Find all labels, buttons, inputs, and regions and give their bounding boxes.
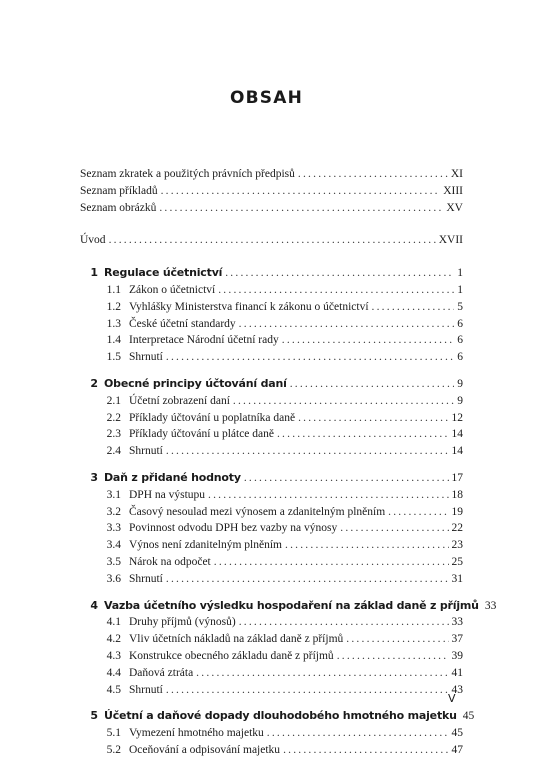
toc-section-entry[interactable] [80,682,463,699]
toc-section-entry[interactable] [80,571,463,588]
toc-section-entry[interactable] [80,393,463,410]
spacer [80,698,463,708]
toc-section-entry[interactable] [80,410,463,427]
toc-section-entry[interactable] [80,443,463,460]
chapter-number: 3 [90,470,98,484]
section-title: DPH na výstupu [129,488,206,501]
toc-section-entry[interactable] [80,316,463,333]
section-number: 1.3 [106,317,121,330]
toc-entry-page: XIII [443,184,463,197]
dot-leader [285,537,449,554]
chapter-page: 33 [484,599,497,612]
section-title: Oceňování a odpisování majetku [129,743,281,756]
toc-entry-title: Seznam zkratek a použitých právních předpisů [80,168,295,180]
dot-leader [283,742,448,759]
dot-leader [346,631,448,648]
section-page: 1 [457,283,463,296]
chapter-page: 45 [462,710,475,723]
section-page: 22 [451,522,463,535]
chapter-page: 9 [457,377,463,390]
section-page: 41 [451,666,463,679]
section-title: Interpretace Národní účetní rady [129,334,279,347]
spacer [80,460,463,470]
section-number: 3.6 [106,572,121,585]
dot-leader [161,183,441,200]
section-number: 3.1 [106,488,121,501]
section-title: České účetní standardy [129,317,236,330]
section-number: 3.4 [106,539,121,552]
section-page: 45 [451,727,463,740]
toc-front-entry[interactable] [80,166,463,183]
toc-chapter-entry[interactable] [80,708,475,725]
dot-leader [298,410,448,427]
chapter-number: 2 [90,376,98,390]
section-number: 3.5 [106,555,121,568]
dot-leader [290,376,455,393]
table-of-contents [80,166,497,759]
toc-entry-page: XVII [438,234,463,247]
toc-section-entry[interactable] [80,299,463,316]
toc-entry-title: Seznam obrázků [80,201,157,214]
dot-leader [337,648,449,665]
toc-entry-title: Úvod [80,234,106,247]
dot-leader [277,426,449,443]
toc-chapter-entry[interactable] [80,470,463,487]
toc-section-entry[interactable] [80,648,463,665]
toc-section-entry[interactable] [80,742,463,759]
section-number: 3.3 [106,522,121,535]
dot-leader [196,665,448,682]
toc-section-entry[interactable] [80,282,463,299]
section-page: 5 [457,300,463,313]
dot-leader [282,332,455,349]
section-page: 33 [451,616,463,629]
chapter-title: Vazba účetního výsledku hospodaření na základ daně z příjmů [104,598,479,612]
section-title: Shrnutí [129,572,163,585]
toc-section-entry[interactable] [80,665,463,682]
toc-section-entry[interactable] [80,487,463,504]
chapter-title: Obecné principy účtování daní [104,376,287,390]
section-number: 3.2 [106,505,121,518]
section-number: 2.3 [106,428,121,441]
section-title: Příklady účtování u poplatníka daně [129,411,296,424]
dot-leader [340,520,448,537]
toc-intro-entry[interactable] [80,232,463,249]
chapter-title: Účetní a daňové dopady dlouhodobého hmotného majetku [104,709,457,723]
section-number: 1.5 [106,351,121,364]
section-page: 14 [451,445,463,458]
spacer [80,216,463,232]
section-number: 5.2 [106,743,121,756]
section-number: 2.1 [106,394,121,407]
dot-leader [239,614,449,631]
toc-chapter-entry[interactable] [80,598,497,615]
toc-front-entry[interactable] [80,200,463,217]
section-page: 6 [457,351,463,364]
toc-chapter-entry[interactable] [80,265,463,282]
section-page: 23 [451,539,463,552]
section-number: 1.2 [106,300,121,313]
dot-leader [372,299,455,316]
toc-chapter-entry[interactable] [80,376,463,393]
section-number: 2.2 [106,411,121,424]
chapter-title: Regulace účetnictví [104,266,223,280]
section-title: Vliv účetních nákladů na základ daně z příjmů [129,633,344,646]
dot-leader [239,316,455,333]
section-title: Shrnutí [129,351,163,364]
section-page: 6 [457,317,463,330]
section-number: 1.1 [106,283,121,296]
section-title: Výnos není zdanitelným plněním [129,539,282,552]
section-title: Vymezení hmotného majetku [129,727,264,740]
section-page: 37 [451,633,463,646]
dot-leader [166,349,454,366]
section-page: 43 [451,683,463,696]
spacer [80,588,463,598]
spacer [80,366,463,376]
section-number: 4.1 [106,616,121,629]
section-title: Časový nesoulad mezi výnosem a zdanitelným plněním [129,505,386,518]
dot-leader [298,166,448,183]
toc-front-entry[interactable] [80,183,463,200]
section-title: Účetní zobrazení daní [129,394,230,407]
section-title: Shrnutí [129,683,163,696]
section-title: Povinnost odvodu DPH bez vazby na výnosy [129,522,338,535]
toc-section-entry[interactable] [80,614,463,631]
dot-leader [166,682,449,699]
section-page: 14 [451,428,463,441]
page-title: OBSAH [229,88,304,108]
section-title: Druhy příjmů (výnosů) [129,616,236,629]
toc-section-entry[interactable] [80,631,463,648]
page-number: V [448,692,456,705]
chapter-title: Daň z přidané hodnoty [104,470,241,484]
toc-section-entry[interactable] [80,537,463,554]
toc-section-entry[interactable] [80,520,463,537]
toc-section-entry[interactable] [80,504,463,521]
dot-leader [233,393,454,410]
section-title: Konstrukce obecného základu daně z příjmů [129,649,334,662]
section-page: 18 [451,488,463,501]
toc-section-entry[interactable] [80,554,463,571]
section-page: 12 [451,411,463,424]
spacer [80,249,463,265]
dot-leader [225,265,454,282]
section-page: 19 [451,505,463,518]
dot-leader [109,232,436,249]
section-page: 9 [457,394,463,407]
toc-entry-page: XV [446,201,463,214]
section-title: Vyhlášky Ministerstva financí k zákonu o účetnictví [129,300,369,313]
section-page: 31 [451,572,463,585]
toc-entry-page: XI [450,168,463,180]
section-title: Shrnutí [129,445,163,458]
section-number: 4.5 [106,683,121,696]
toc-section-entry[interactable] [80,426,463,443]
dot-leader [214,554,449,571]
section-title: Daňová ztráta [129,666,194,679]
dot-leader [159,200,443,217]
section-title: Zákon o účetnictví [129,283,216,296]
section-page: 6 [457,334,463,347]
dot-leader [166,571,449,588]
dot-leader [218,282,454,299]
section-page: 25 [451,555,463,568]
chapter-page: 1 [457,267,463,280]
section-number: 4.2 [106,633,121,646]
dot-leader [208,487,448,504]
chapter-number: 5 [90,709,98,723]
section-number: 4.4 [106,666,121,679]
dot-leader [166,443,449,460]
chapter-number: 4 [90,598,98,612]
toc-entry-title: Seznam příkladů [80,184,158,197]
section-number: 1.4 [106,334,121,347]
dot-leader [388,504,448,521]
toc-section-entry[interactable] [80,725,463,742]
chapter-page: 17 [451,471,463,484]
dot-leader [244,470,449,487]
section-number: 4.3 [106,649,121,662]
section-number: 5.1 [106,727,121,740]
toc-section-entry[interactable] [80,332,463,349]
section-number: 2.4 [106,445,121,458]
toc-section-entry[interactable] [80,349,463,366]
dot-leader [267,725,449,742]
section-page: 39 [451,649,463,662]
chapter-number: 1 [90,266,98,280]
section-page: 47 [451,743,463,756]
section-title: Nárok na odpočet [129,555,211,568]
section-title: Příklady účtování u plátce daně [129,428,274,441]
